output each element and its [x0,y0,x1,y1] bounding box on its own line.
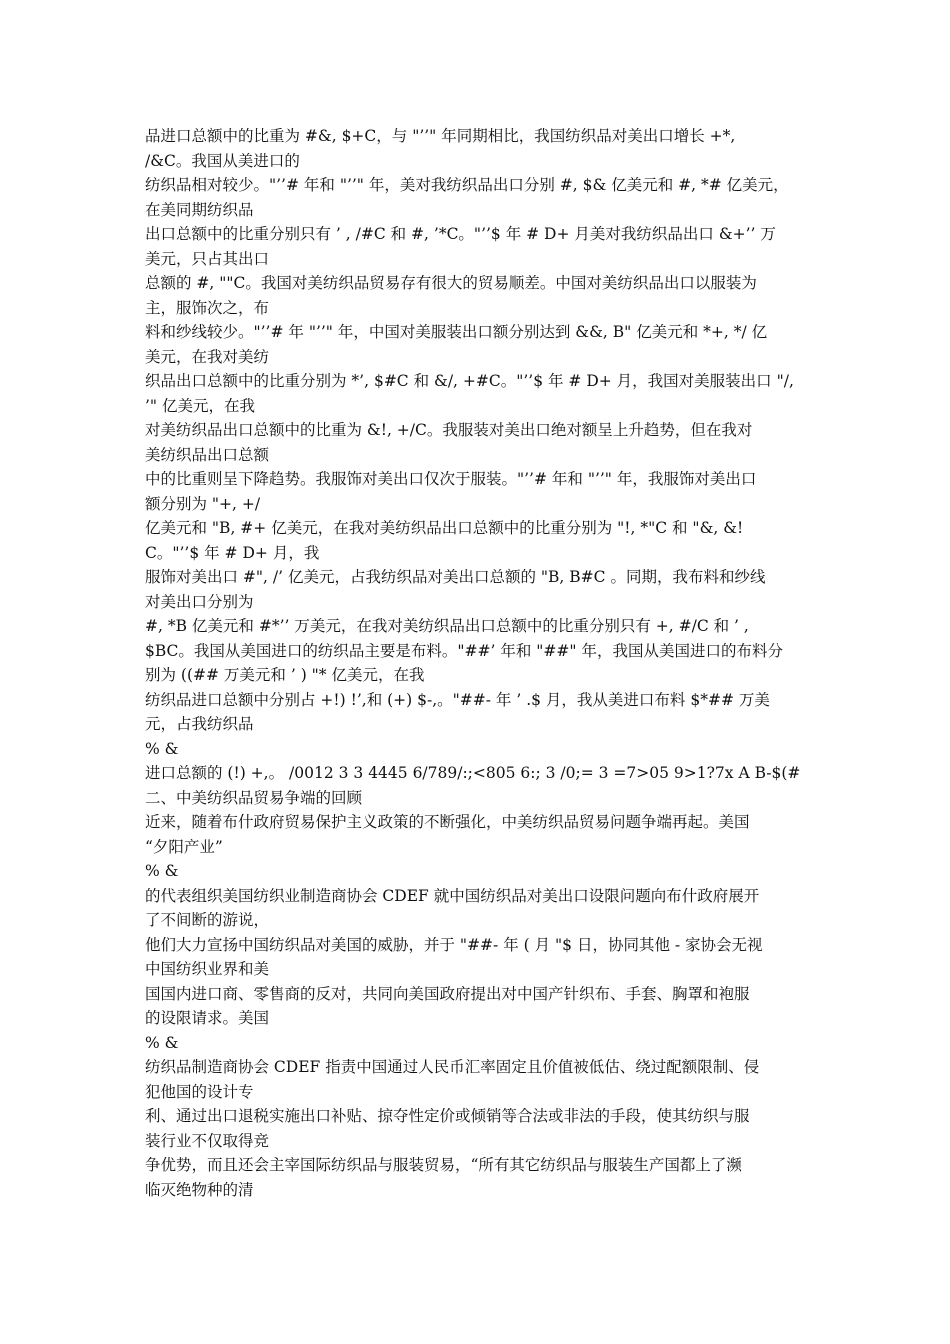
text-line: #, *B 亿美元和 #*’’ 万美元，在我对美纺织品出口总额中的比重分别只有 +, #/C 和 ’ , [145,617,749,635]
text-line: 对美出口分别为 [145,592,254,611]
text-line: 的代表组织美国纺织业制造商协会 CDEF 就中国纺织品对美出口设限问题向布什政府展开 [145,886,760,905]
text-line: 近来，随着布什政府贸易保护主义政策的不断强化，中美纺织品贸易问题争端再起。美国 [145,813,750,831]
text-line: % & [145,739,179,758]
text-line: 利、通过出口退税实施出口补贴、掠夺性定价或倾销等合法或非法的手段，使其纺织与服 [145,1107,750,1125]
text-line: 总额的 #, ""C。我国对美纺织品贸易存有很大的贸易顺差。中国对美纺织品出口以服装为 [145,274,757,292]
text-line: 他们大力宣扬中国纺织品对美国的威胁，并于 "##- 年 ( 月 "$ 日，协同其他 - 家协会无视 [145,935,763,954]
text-line: 额分别为 "+, +/ [145,494,261,513]
text-line: 装行业不仅取得竞 [145,1131,270,1150]
text-line: 二、中美纺织品贸易争端的回顾 [145,788,363,807]
text-line: ’" 亿美元，在我 [145,396,255,415]
text-line: $BC。我国从美国进口的纺织品主要是布料。"##’ 年和 "##" 年，我国从美国进口的布料分 [145,641,783,660]
text-line: 料和纱线较少。"’’# 年 "’’" 年，中国对美服装出口额分别达到 &&, B" 亿美元和 *+, */ 亿 [145,323,768,341]
text-line: 美元，只占其出口 [145,249,270,268]
text-line: 纺织品进口总额中分别占 +!) !’,和 (+) $-,。"##- 年 ’ .$ 月，我从美进口布料 $*## 万美 [145,690,770,709]
text-line: 品进口总额中的比重为 #&, $+C，与 "’’" 年同期相比，我国纺织品对美出口增长 +*, [145,127,736,145]
text-line: % & [145,1033,179,1052]
text-line: /&C。我国从美进口的 [145,151,300,170]
text-line: 中的比重则呈下降趋势。我服饰对美出口仅次于服装。"’’# 年和 "’’" 年，我服饰对美出口 [145,470,757,488]
text-line: 国国内进口商、零售商的反对，共同向美国政府提出对中国产针织布、手套、胸罩和袍服 [145,984,750,1003]
text-line: 别为 ((## 万美元和 ’ ) "* 亿美元，在我 [145,666,425,684]
text-line: 美元，在我对美纺 [145,347,270,366]
text-line: 了不间断的游说， [145,911,270,929]
text-line: 亿美元和 "B, #+ 亿美元，在我对美纺织品出口总额中的比重分别为 "!, *"C 和 "&, &! [145,519,744,537]
text-line: 元，占我纺织品 [145,715,254,733]
text-line: 在美同期纺织品 [145,200,254,219]
text-line: 纺织品相对较少。"’’# 年和 "’’" 年，美对我纺织品出口分别 #, $& 亿美元和 #, *# 亿美元， [145,176,789,194]
text-line: 犯他国的设计专 [145,1082,254,1101]
text-line: 争优势，而且还会主宰国际纺织品与服装贸易，“所有其它纺织品与服装生产国都上了濒 [145,1156,742,1174]
text-line: 美纺织品出口总额 [145,445,270,464]
text-line: 的设限请求。美国 [145,1009,270,1027]
text-line: 进口总额的 (!) +,。 /0012 3 3 4445 6/789/:;<805 6:; 3 /0;= 3 =7>05 9>1?7x A B-$(# [145,764,801,782]
document-page [145,124,813,1202]
text-line: 服饰对美出口 #", /’ 亿美元，占我纺织品对美出口总额的 "B, B#C 。同期，我布料和纱线 [145,568,766,586]
text-line: % & [145,862,179,880]
text-line: 临灭绝物种的清 [145,1180,254,1199]
text-line: 织品出口总额中的比重分别为 *’, $#C 和 &/, +#C。"’’$ 年 # D+ 月，我国对美服装出口 "/, [145,372,794,390]
text-line: 纺织品制造商协会 CDEF 指责中国通过人民币汇率固定且价值被低估、绕过配额限制、侵 [145,1058,760,1076]
text-line: 出口总额中的比重分别只有 ’ , /#C 和 #, ’*C。"’’$ 年 # D+ 月美对我纺织品出口 &+’’ 万 [145,225,776,243]
text-line: 对美纺织品出口总额中的比重为 &!, +/C。我服装对美出口绝对额呈上升趋势，但在我对 [145,421,753,439]
text-line: “夕阳产业” [145,837,223,856]
text-line: C。"’’$ 年 # D+ 月，我 [145,543,320,562]
text-line: 主，服饰次之，布 [145,298,270,317]
text-line: 中国纺织业界和美 [145,960,270,978]
